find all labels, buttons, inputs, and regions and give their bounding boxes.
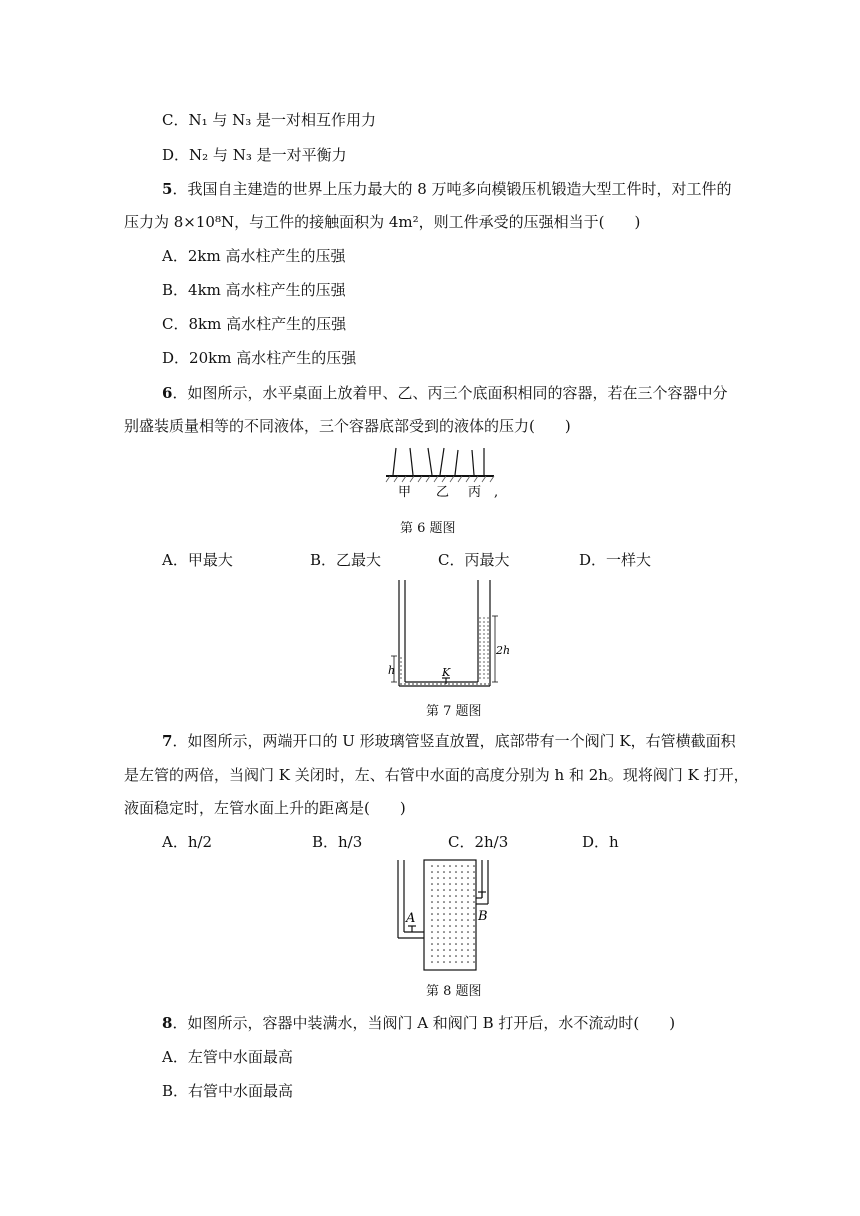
q6-stem-line1 — [162, 383, 727, 403]
q6-text1: ．如图所示，水平桌面上放着甲、乙、丙三个底面积相同的容器，若在三个容器中分 — [172, 384, 728, 402]
q7-caption: 第 7 题图 — [426, 704, 482, 719]
q5-option-c: C．8km 高水柱产生的压强 — [162, 315, 347, 333]
q5-stem-line1 — [162, 179, 732, 199]
q7-text1: ．如图所示，两端开口的 U 形玻璃管竖直放置，底部带有一个阀门 K，右管横截面积 — [172, 732, 736, 750]
q5-text1: ．我国自主建造的世界上压力最大的 8 万吨多向模锻压机锻造大型工件时，对工件的 — [172, 180, 732, 198]
q8-figure — [384, 858, 514, 974]
q7-label-2h: 2h — [496, 644, 511, 657]
q7-option-d: D．h — [582, 833, 619, 851]
q6-option-c: C．丙最大 — [438, 551, 510, 569]
q6-stem-line2: 别盛装质量相等的不同液体，三个容器底部受到的液体的压力( ) — [124, 417, 571, 435]
q7-option-b: B．h/3 — [312, 833, 363, 851]
q8-label-a: A — [406, 911, 416, 926]
q7-stem-line3: 液面稳定时，左管水面上升的距离是( ) — [124, 799, 406, 817]
q6-option-a: A．甲最大 — [162, 551, 233, 569]
q6-figure — [384, 446, 504, 504]
q5-option-a: A．2km 高水柱产生的压强 — [162, 247, 346, 265]
q8-number: 8 — [162, 1014, 173, 1032]
q8-container — [424, 860, 476, 970]
q8-stem-line1 — [162, 1013, 675, 1033]
q6-containers — [393, 448, 484, 475]
q7-option-c: C．2h/3 — [448, 833, 509, 851]
q8-text1: ．如图所示，容器中装满水，当阀门 A 和阀门 B 打开后，水不流动时( ) — [172, 1014, 676, 1032]
q6-caption: 第 6 题图 — [400, 521, 456, 536]
q8-option-b: B．右管中水面最高 — [162, 1082, 294, 1100]
q6-label-yi: 乙 — [436, 485, 450, 500]
q8-label-b: B — [478, 909, 488, 924]
q6-option-d: D．一样大 — [579, 551, 652, 569]
q7-number: 7 — [162, 732, 173, 750]
q7-stem-line2: 是左管的两倍，当阀门 K 关闭时，左、右管中水面的高度分别为 h 和 2h。现将阀门 K 打开， — [124, 766, 749, 784]
q6-label-jia: 甲 — [398, 485, 412, 500]
q6-label-comma: , — [494, 485, 499, 500]
q7-option-a: A．h/2 — [162, 833, 213, 851]
q5-option-d: D．20km 高水柱产生的压强 — [162, 349, 357, 367]
q8-option-a: A．左管中水面最高 — [162, 1048, 293, 1066]
q7-figure — [384, 578, 524, 692]
q4-option-c: C．N₁ 与 N₃ 是一对相互作用力 — [162, 111, 377, 129]
q5-number: 5 — [162, 180, 173, 198]
q4-option-d: D．N₂ 与 N₃ 是一对平衡力 — [162, 146, 347, 164]
q8-caption: 第 8 题图 — [426, 984, 482, 999]
q6-label-bing: 丙 — [468, 485, 482, 500]
q7-label-h: h — [388, 664, 396, 677]
q5-stem-line2: 压力为 8×10⁸N，与工件的接触面积为 4m²，则工件承受的压强相当于( ) — [124, 213, 641, 231]
q6-option-b: B．乙最大 — [310, 551, 382, 569]
q7-stem-line1 — [162, 731, 736, 751]
q6-number: 6 — [162, 384, 173, 402]
q5-option-b: B．4km 高水柱产生的压强 — [162, 281, 346, 299]
q7-label-k: K — [442, 666, 451, 679]
